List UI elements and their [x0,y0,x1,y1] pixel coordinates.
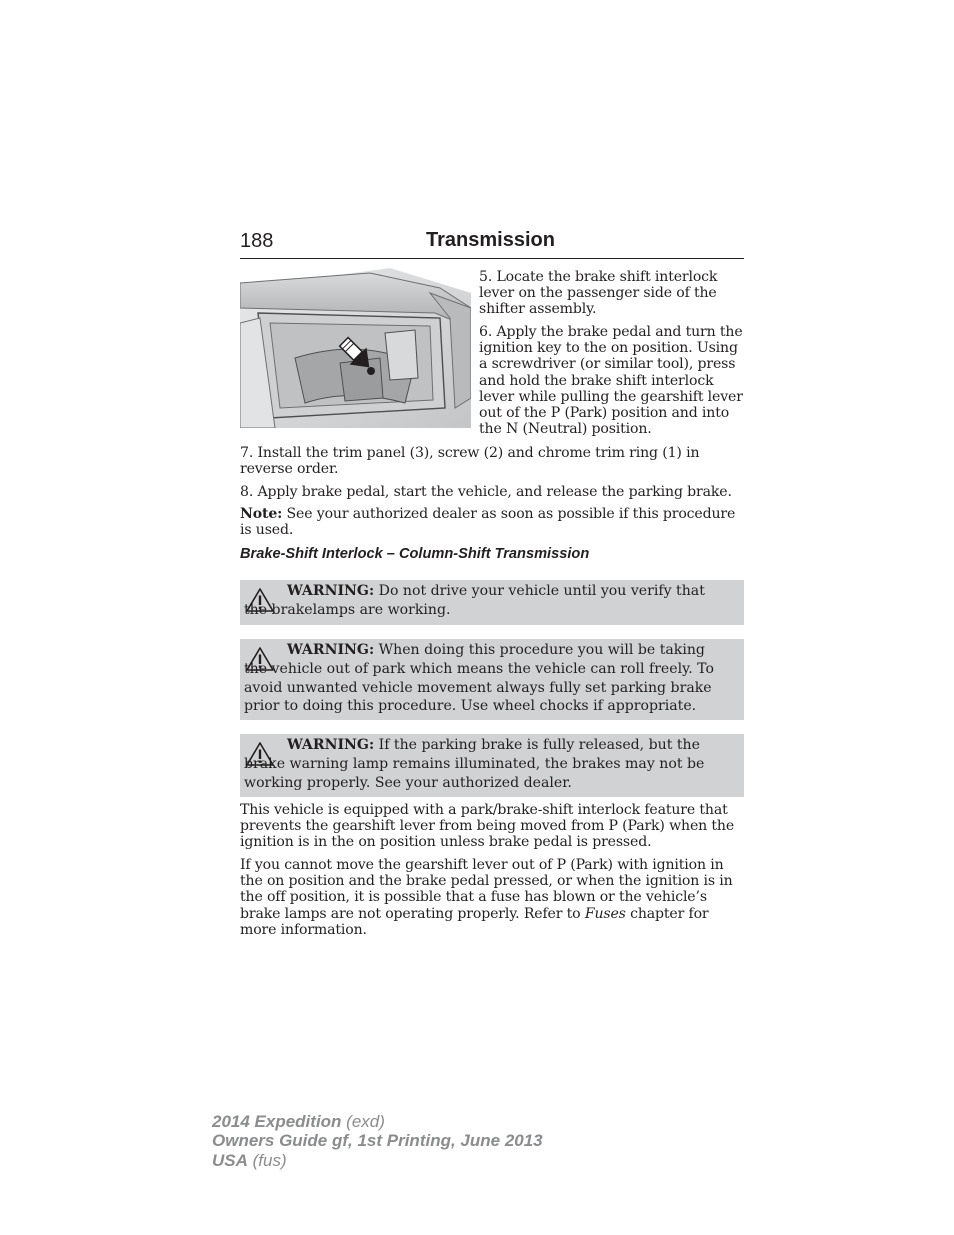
warning-box-1 [240,580,744,625]
page-header [240,228,744,259]
warning-text-3: WARNING: If the parking brake is fully released, but the brake warning lamp remains illuminated, the brakes may not be working properly. See your authorized dealer. [244,737,705,791]
interlock-lever-figure [240,268,471,428]
section-heading: Brake-Shift Interlock – Column-Shift Transmission [240,546,590,562]
note-label: Note: [240,506,283,522]
body-paragraph-2: If you cannot move the gearshift lever out of P (Park) with ignition in the on position and the brake pedal pressed, or when the ignition is in the off position, it is possible that a fuse has blown or the vehicle’s brake lamps are not operating properly. Refer to Fuses chapter for more information. [240,857,733,938]
body-paragraph-1: This vehicle is equipped with a park/brake-shift interlock feature that prevents the gearshift lever from being moved from P (Park) when the ignition is in the on position unless brake pedal is pressed. [240,802,735,851]
fuses-reference: Fuses [584,905,626,922]
note-text: See your authorized dealer as soon as possible if this procedure is used. [240,506,736,539]
footer-line-3: USA (fus) [212,1150,287,1170]
warning-text-1: WARNING: Do not drive your vehicle until you verify that the brakelamps are working. [244,583,705,618]
note [240,506,746,538]
chapter-title: Transmission [426,229,555,251]
warning-label: WARNING: [287,583,375,599]
footer-line-2: Owners Guide gf, 1st Printing, June 2013 [212,1131,543,1151]
warning-label: WARNING: [287,737,375,753]
warning-text-2: WARNING: When doing this procedure you will be taking the vehicle out of park which means the vehicle can roll freely. To avoid unwanted vehicle movement always fully set parking brake prior to doing this procedure. Use wheel chocks if appropriate. [244,642,714,715]
warning-box-3 [240,734,744,797]
step-8: 8. Apply brake pedal, start the vehicle, and release the parking brake. [240,484,732,500]
warning-label: WARNING: [287,642,375,658]
step-5: 5. Locate the brake shift interlock lever on the passenger side of the shifter assembly. [479,269,718,318]
footer-line-1: 2014 Expedition (exd) [212,1112,385,1131]
page-footer [212,1112,543,1170]
interlock-lever-illustration [240,268,471,428]
page-number: 188 [240,230,274,252]
warning-box-2 [240,639,744,720]
step-7: 7. Install the trim panel (3), screw (2) and chrome trim ring (1) in reverse order. [240,445,700,478]
step-6: 6. Apply the brake pedal and turn the ignition key to the on position. Using a screwdriver (or similar tool), press and hold the brake shift interlock lever while pulling the gearshift lever out of the P (Park) position and into the N (Neutral) position. [479,324,743,438]
